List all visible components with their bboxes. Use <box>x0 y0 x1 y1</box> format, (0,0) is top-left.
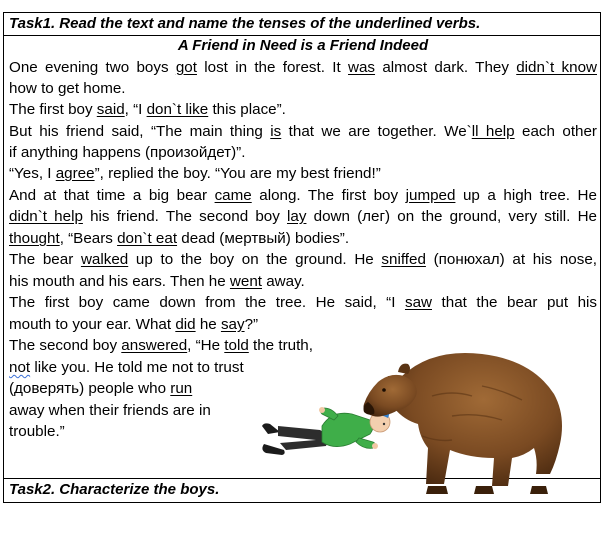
task2-heading: Task2. Characterize the boys. <box>9 481 220 498</box>
story-line: thought, “Bears don`t eat dead (мертвый) bodies”. <box>9 230 350 247</box>
story-line: his mouth and his ears. Then he went away. <box>9 273 305 290</box>
story-line: But his friend said, “The main thing is that we are together. We`ll help each other <box>9 123 597 140</box>
story-line: trouble.” <box>9 423 65 440</box>
task1-heading: Task1. Read the text and name the tenses of the underlined verbs. <box>9 15 481 32</box>
story-line: And at that time a big bear came along. The first boy jumped up a high tree. He <box>9 187 597 204</box>
story-line: The first boy said, “I don`t like this place”. <box>9 101 286 118</box>
story-line: The first boy came down from the tree. He said, “I saw that the bear put his <box>9 294 597 311</box>
story-line: mouth to your ear. What did he say?” <box>9 316 259 333</box>
story-line: didn`t help his friend. The second boy lay down (лег) on the ground, very still. He <box>9 208 597 225</box>
story-line: not like you. He told me not to trust <box>9 359 244 376</box>
story-line: away when their friends are in <box>9 402 211 419</box>
story-line: if anything happens (произойдет)”. <box>9 144 246 161</box>
task2-row <box>3 479 601 503</box>
story-line: The bear walked up to the boy on the ground. He sniffed (понюхал) at his nose, <box>9 251 597 268</box>
task1-row <box>3 12 601 36</box>
worksheet <box>3 2 601 533</box>
story-line: One evening two boys got lost in the forest. It was almost dark. They didn`t know <box>9 59 597 76</box>
story-line: The second boy answered, “He told the truth, <box>9 337 313 354</box>
story-line: “Yes, I agree”, replied the boy. “You are my best friend!” <box>9 165 381 182</box>
story-title: A Friend in Need is a Friend Indeed <box>177 37 429 54</box>
story-cell <box>3 36 601 479</box>
story-line: how to get home. <box>9 80 126 97</box>
story-line: (доверять) people who run <box>9 380 193 397</box>
